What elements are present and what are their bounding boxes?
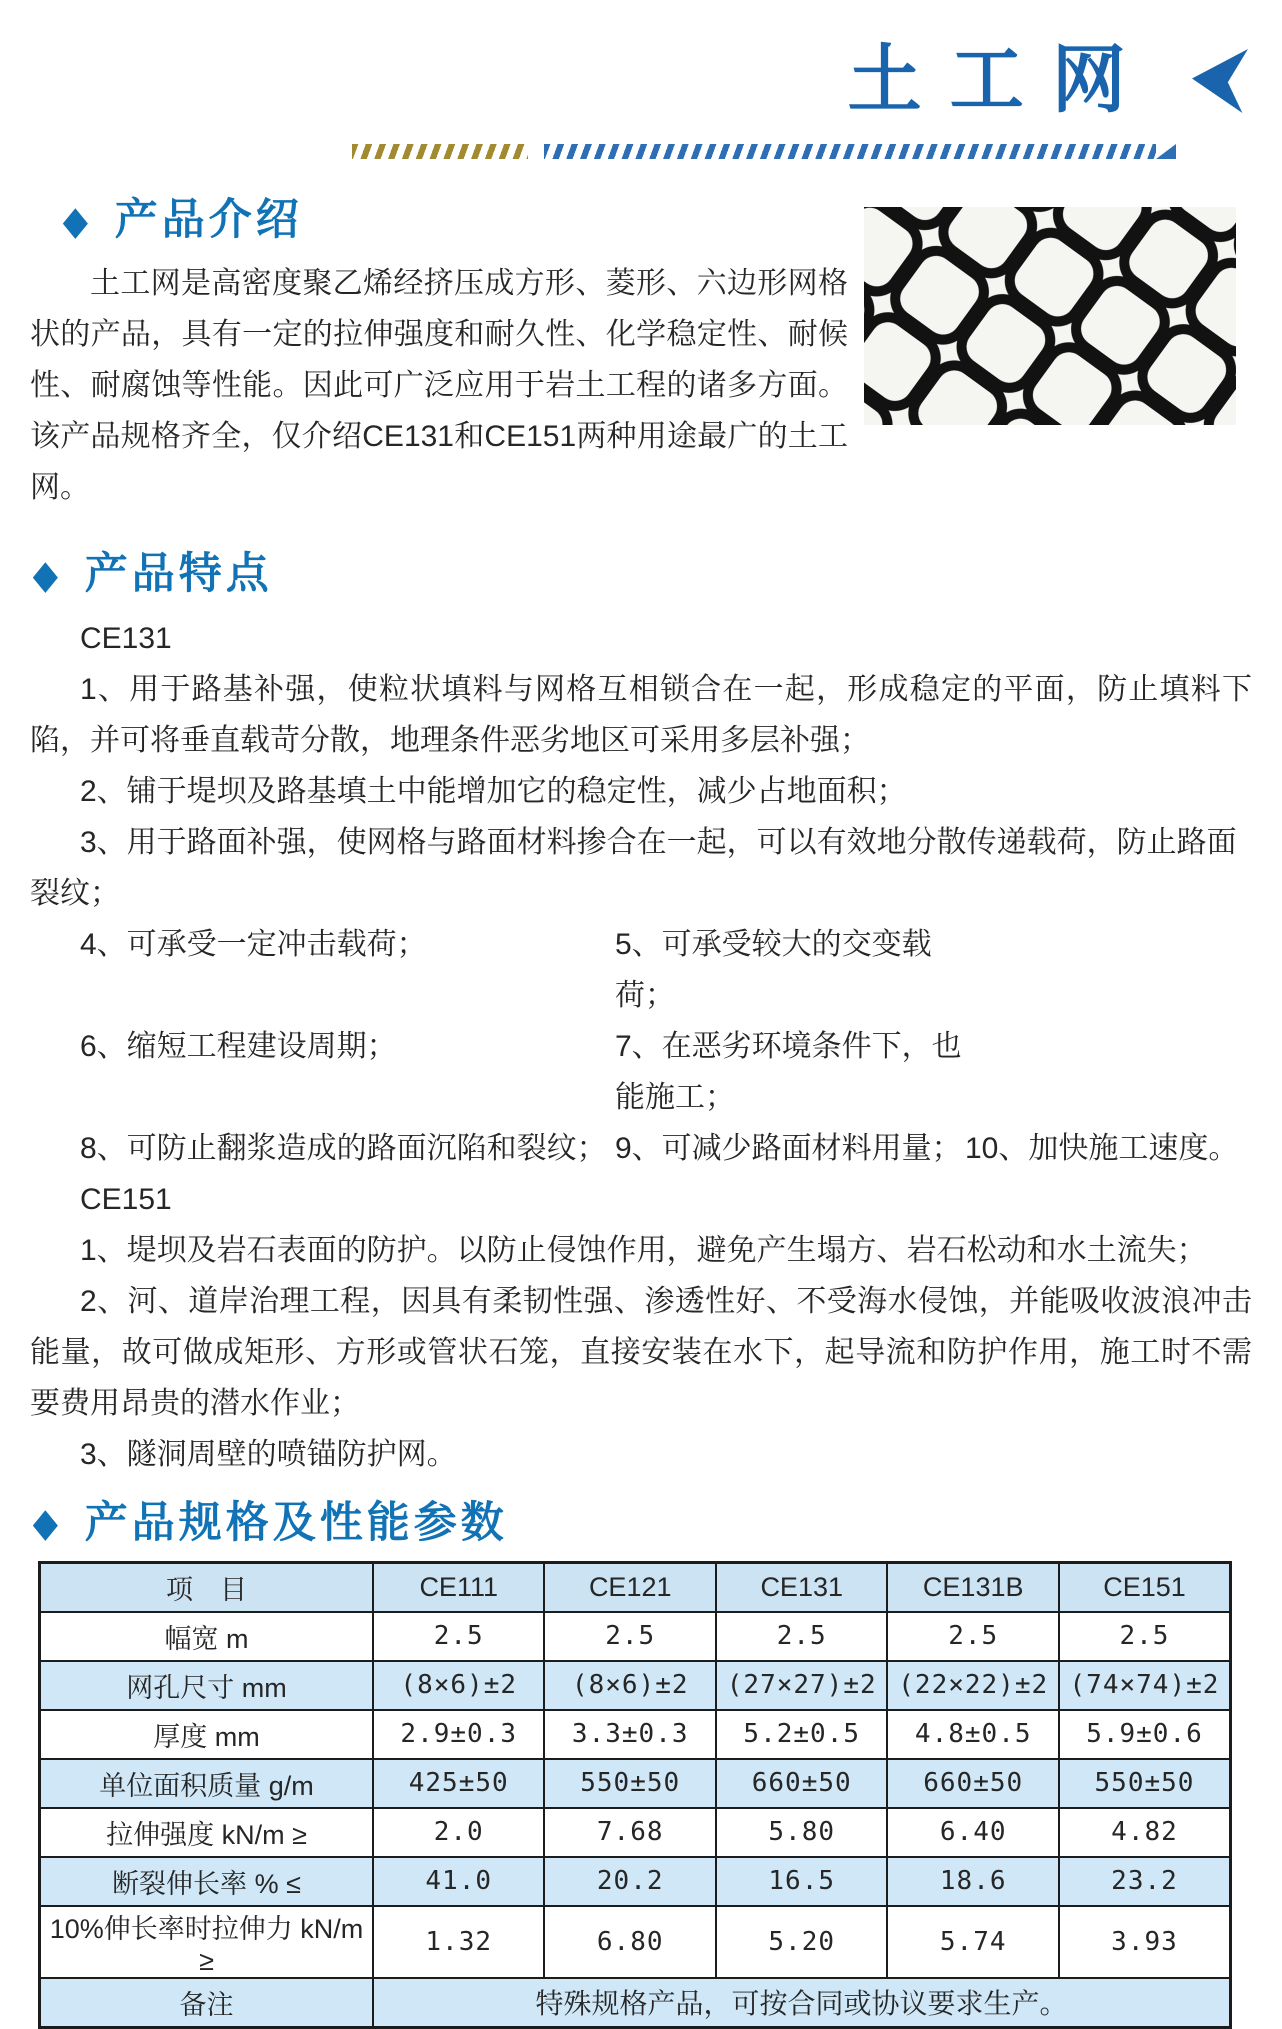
spec-value-cell: 2.5	[373, 1612, 545, 1661]
spec-value-cell: 2.5	[544, 1612, 716, 1661]
spec-value-cell: 23.2	[1059, 1857, 1231, 1906]
specs-heading: 产品规格及性能参数	[84, 1498, 508, 1547]
table-row	[40, 1857, 1231, 1906]
features-section	[0, 613, 1282, 1480]
spec-value-cell: 2.5	[1059, 1612, 1231, 1661]
table-row	[40, 1808, 1231, 1857]
intro-paragraph: 土工网是高密度聚乙烯经挤压成方形、菱形、六边形网格状的产品，具有一定的拉伸强度和耐久性、化学稳定性、耐候性、耐腐蚀等性能。因此可广泛应用于岩土工程的诸多方面。该产品规格齐全，仅介绍CE131和CE151两种用途最广的土工网。	[30, 267, 848, 505]
row-label: 厚度 mm	[40, 1710, 373, 1759]
model-column-header: CE111	[373, 1562, 545, 1612]
spec-value-cell: 3.93	[1059, 1906, 1231, 1978]
row-label: 10%伸长率时拉伸力 kN/m ≥	[40, 1906, 373, 1978]
table-row	[40, 1612, 1231, 1661]
row-label: 断裂伸长率 % ≤	[40, 1857, 373, 1906]
feature-item: 2、铺于堤坝及路基填土中能增加它的稳定性，减少占地面积；	[80, 774, 907, 808]
spec-value-cell: 2.5	[887, 1612, 1059, 1661]
table-row	[40, 1906, 1231, 1978]
diamond-bullet-icon: ◆	[62, 198, 88, 243]
feature-item: 1、堤坝及岩石表面的防护。以防止侵蚀作用，避免产生塌方、岩石松动和水土流失；	[80, 1233, 1207, 1267]
feature-line	[30, 1021, 1252, 1123]
feature-line	[30, 919, 1252, 1021]
remarks-label: 备注	[40, 1978, 373, 2028]
model-label-ce131: CE131	[80, 621, 172, 655]
spec-value-cell: 550±50	[544, 1759, 716, 1808]
spec-value-cell: 660±50	[887, 1759, 1059, 1808]
model-column-header: CE121	[544, 1562, 716, 1612]
model-label-ce151: CE151	[80, 1182, 172, 1216]
page-title: 土工网	[847, 40, 1154, 122]
intro-heading: 产品介绍	[114, 196, 303, 244]
spec-table-header-row	[40, 1562, 1231, 1612]
blue-hatch-segment	[544, 144, 1156, 159]
spec-value-cell: 20.2	[544, 1857, 716, 1906]
page-header	[0, 40, 1282, 122]
divider-end-triangle-icon	[1156, 144, 1176, 159]
row-label: 拉伸强度 kN/m ≥	[40, 1808, 373, 1857]
spec-value-cell: 4.82	[1059, 1808, 1231, 1857]
row-label: 网孔尺寸 mm	[40, 1661, 373, 1710]
spec-table	[38, 1561, 1232, 2029]
spec-value-cell: 1.32	[373, 1906, 545, 1978]
model-column-header: CE131	[716, 1562, 888, 1612]
spec-value-cell: 2.5	[716, 1612, 888, 1661]
spec-value-cell: 5.74	[887, 1906, 1059, 1978]
gold-hatch-segment	[352, 144, 528, 159]
feature-line	[30, 1123, 1252, 1174]
table-row	[40, 1710, 1231, 1759]
feature-item: 5、可承受较大的交变载荷；	[615, 927, 932, 1012]
spec-value-cell: (27×27)±2	[716, 1661, 888, 1710]
spec-value-cell: 3.3±0.3	[544, 1710, 716, 1759]
item-column-header: 项 目	[40, 1562, 373, 1612]
row-label: 单位面积质量 g/m	[40, 1759, 373, 1808]
hatched-divider	[352, 144, 1282, 159]
spec-value-cell: 41.0	[373, 1857, 545, 1906]
feature-item: 3、用于路面补强，使网格与路面材料掺合在一起，可以有效地分散传递载荷，防止路面裂纹；	[30, 825, 1237, 910]
spec-value-cell: (8×6)±2	[544, 1661, 716, 1710]
spec-value-cell: 16.5	[716, 1857, 888, 1906]
spec-value-cell: 5.9±0.6	[1059, 1710, 1231, 1759]
spec-value-cell: 660±50	[716, 1759, 888, 1808]
left-arrow-icon	[1192, 49, 1248, 113]
spec-value-cell: 5.2±0.5	[716, 1710, 888, 1759]
spec-value-cell: 18.6	[887, 1857, 1059, 1906]
intro-section	[0, 197, 1282, 513]
diamond-bullet-icon: ◆	[32, 552, 58, 597]
spec-value-cell: 4.8±0.5	[887, 1710, 1059, 1759]
feature-item: 10、加快施工速度。	[965, 1131, 1239, 1165]
geonet-photo	[864, 207, 1236, 425]
spec-value-cell: 7.68	[544, 1808, 716, 1857]
remarks-value: 特殊规格产品，可按合同或协议要求生产。	[373, 1978, 1231, 2028]
spec-value-cell: 2.9±0.3	[373, 1710, 545, 1759]
spec-value-cell: (22×22)±2	[887, 1661, 1059, 1710]
spec-value-cell: 425±50	[373, 1759, 545, 1808]
feature-item: 3、隧洞周壁的喷锚防护网。	[80, 1437, 457, 1471]
table-row	[40, 1661, 1231, 1710]
model-column-header: CE151	[1059, 1562, 1231, 1612]
spec-value-cell: 5.20	[716, 1906, 888, 1978]
spec-value-cell: 2.0	[373, 1808, 545, 1857]
model-column-header: CE131B	[887, 1562, 1059, 1612]
catalog-page	[0, 40, 1282, 2020]
features-heading-row	[30, 551, 1282, 598]
spec-value-cell: 6.80	[544, 1906, 716, 1978]
feature-item: 6、缩短工程建设周期；	[80, 1029, 397, 1063]
specs-heading-row	[30, 1500, 1282, 1547]
features-heading: 产品特点	[84, 550, 273, 599]
spec-value-cell: (74×74)±2	[1059, 1661, 1231, 1710]
table-row	[40, 1759, 1231, 1808]
hatch-gap	[528, 144, 544, 159]
spec-value-cell: (8×6)±2	[373, 1661, 545, 1710]
mesh-image	[864, 207, 1236, 425]
feature-item: 7、在恶劣环境条件下，也能施工；	[615, 1029, 962, 1114]
intro-heading-row	[60, 197, 848, 244]
feature-item: 2、河、道岸治理工程，因具有柔韧性强、渗透性好、不受海水侵蚀，并能吸收波浪冲击能量，故可做成矩形、方形或管状石笼，直接安装在水下，起导流和防护作用，施工时不需要费用昂贵的潜水作业；	[30, 1284, 1252, 1420]
row-label: 幅宽 m	[40, 1612, 373, 1661]
feature-item: 1、用于路基补强，使粒状填料与网格互相锁合在一起，形成稳定的平面，防止填料下陷，并可将垂直载苛分散，地理条件恶劣地区可采用多层补强；	[30, 672, 1252, 757]
spec-value-cell: 5.80	[716, 1808, 888, 1857]
spec-value-cell: 6.40	[887, 1808, 1059, 1857]
spec-value-cell: 550±50	[1059, 1759, 1231, 1808]
feature-item: 4、可承受一定冲击载荷；	[80, 927, 427, 961]
diamond-bullet-icon: ◆	[32, 1501, 58, 1546]
feature-item: 8、可防止翻浆造成的路面沉陷和裂纹；	[80, 1131, 607, 1165]
feature-item: 9、可减少路面材料用量；	[615, 1131, 962, 1165]
remarks-row	[40, 1978, 1231, 2028]
